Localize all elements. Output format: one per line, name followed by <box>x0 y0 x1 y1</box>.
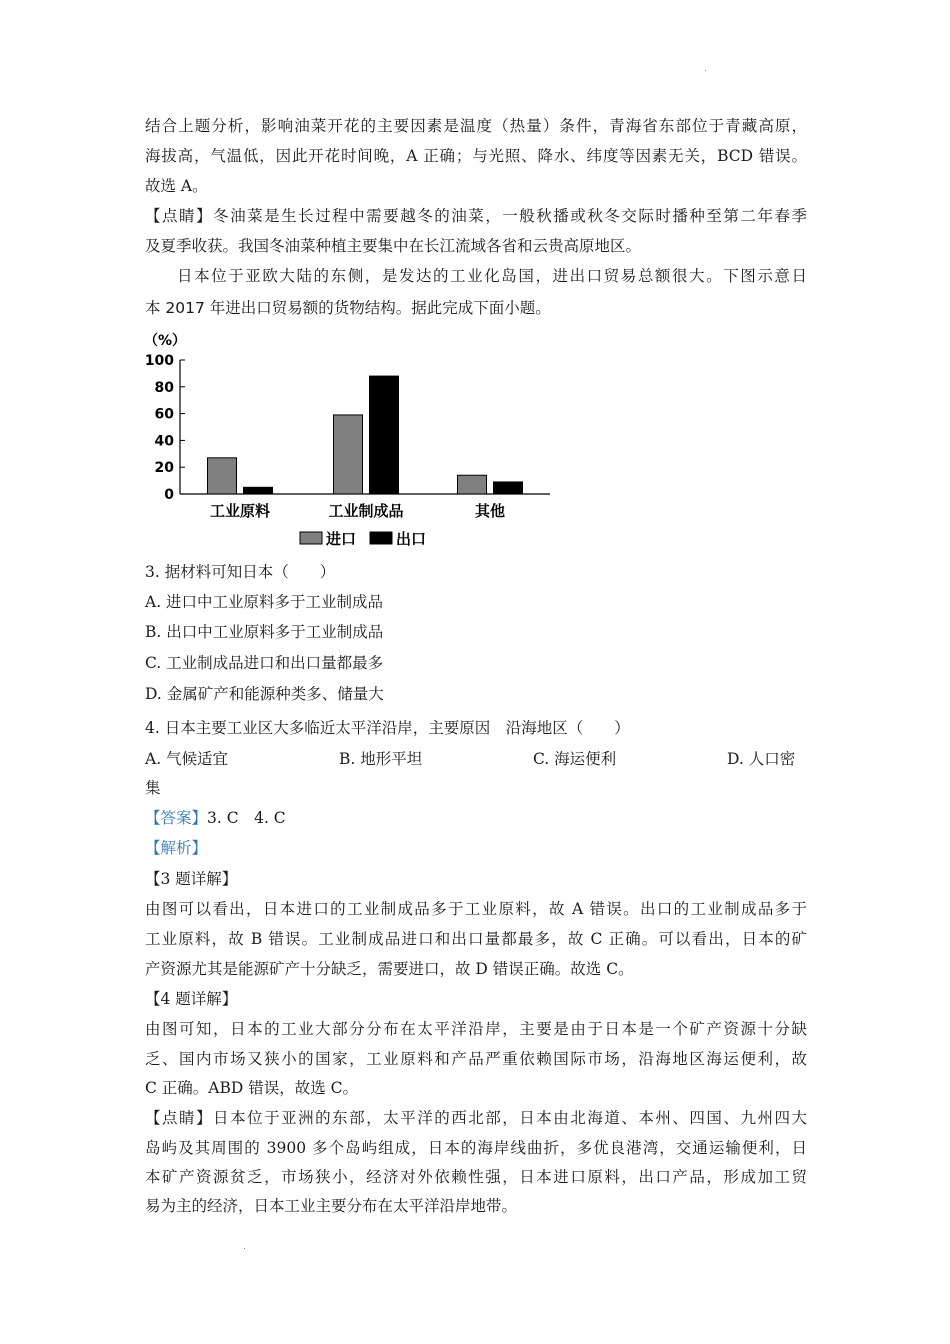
legend-label: 进口 <box>326 530 357 548</box>
y-tick-label: 0 <box>164 487 174 503</box>
answer-tag: 【答案】 <box>145 809 208 827</box>
q4-option-d-continued: 集 <box>145 779 161 797</box>
text-line: 海拔高，气温低，因此开花时间晚，A 正确；与光照、降水、纬度等因素无关，BCD 错误。 <box>145 147 807 165</box>
bar-出口-工业制成品 <box>370 376 399 494</box>
text-line: 结合上题分析，影响油菜开花的主要因素是温度（热量）条件，青海省东部位于青藏高原， <box>145 117 807 135</box>
q4-option-b[interactable]: B. 地形平坦 <box>339 750 423 768</box>
tip-line: 易为主的经济，日本工业主要分布在太平洋沿岸地带。 <box>145 1197 518 1215</box>
category-label: 工业制成品 <box>328 502 404 520</box>
intro-line: 日本位于亚欧大陆的东侧，是发达的工业化岛国，进出口贸易总额很大。下图示意日 <box>177 267 807 285</box>
text-line: 产资源尤其是能源矿产十分缺乏，需要进口，故 D 错误正确。故选 C。 <box>145 960 634 978</box>
text-line: C 正确。ABD 错误，故选 C。 <box>145 1079 359 1097</box>
tip-line: 岛屿及其周围的 3900 多个岛屿组成，日本的海岸线曲折，多优良港湾，交通运输便利，日 <box>145 1139 807 1157</box>
analysis-tag: 【解析】 <box>145 839 208 857</box>
bar-进口-其他 <box>458 475 487 494</box>
q4-option-d[interactable]: D. 人口密 <box>727 750 796 768</box>
text-line: 及夏季收获。我国冬油菜种植主要集中在长江流域各省和云贵高原地区。 <box>145 237 642 255</box>
q3-option-a[interactable]: A. 进口中工业原料多于工业制成品 <box>145 593 384 611</box>
q3-option-b[interactable]: B. 出口中工业原料多于工业制成品 <box>145 623 384 641</box>
q4-option-c[interactable]: C. 海运便利 <box>533 750 617 768</box>
text-line: 由图可以看出，日本进口的工业制成品多于工业原料，故 A 错误。出口的工业制成品多于 <box>145 900 807 918</box>
y-axis-label: （%） <box>144 333 187 349</box>
text-line: 故选 A。 <box>145 177 208 195</box>
tip-line: 本矿产资源贫乏，市场狭小，经济对外依赖性强，日本进口原料，出口产品，形成加工贸 <box>145 1168 807 1186</box>
bar-进口-工业制成品 <box>334 415 363 494</box>
tip-line: 【点睛】日本位于亚洲的东部，太平洋的西北部，日本由北海道、本州、四国、九州四大 <box>145 1109 807 1127</box>
trade-structure-chart <box>140 325 570 555</box>
legend-label: 出口 <box>396 530 427 548</box>
text-line: 【点睛】冬油菜是生长过程中需要越冬的油菜，一般秋播或秋冬交际时播种至第二年春季 <box>145 207 807 225</box>
answer-text: 3. C 4. C <box>207 809 286 827</box>
page-mark <box>244 1248 245 1249</box>
q4-stem: 4. 日本主要工业区大多临近太平洋沿岸，主要原因 沿海地区（ ） <box>145 719 630 737</box>
category-label: 其他 <box>474 502 506 520</box>
bar-出口-其他 <box>494 482 523 494</box>
text-line: 乏、国内市场又狭小的国家，工业原料和产品严重依赖国际市场，沿海地区海运便利，故 <box>145 1050 807 1068</box>
q3-option-c[interactable]: C. 工业制成品进口和出口量都最多 <box>145 654 384 672</box>
y-tick-label: 60 <box>154 406 174 423</box>
y-tick-label: 40 <box>154 433 174 450</box>
y-tick-label: 20 <box>154 460 174 477</box>
bar-进口-工业原料 <box>208 458 237 494</box>
q3-stem: 3. 据材料可知日本（ ） <box>145 563 336 581</box>
intro-line: 本 2017 年进出口贸易额的货物结构。据此完成下面小题。 <box>145 299 551 317</box>
q4-option-a[interactable]: A. 气候适宜 <box>145 750 229 768</box>
y-tick-label: 80 <box>154 379 174 396</box>
q3-option-d[interactable]: D. 金属矿产和能源种类多、储量大 <box>145 685 384 703</box>
category-label: 工业原料 <box>209 502 271 520</box>
q3-detail-title: 【3 题详解】 <box>145 870 238 888</box>
legend-swatch <box>370 532 392 544</box>
page-mark <box>705 70 706 71</box>
q4-detail-title: 【4 题详解】 <box>145 990 238 1008</box>
answer-line <box>145 808 286 828</box>
text-line: 由图可知，日本的工业大部分分布在太平洋沿岸，主要是由于日本是一个矿产资源十分缺 <box>145 1020 807 1038</box>
legend-swatch <box>300 532 322 544</box>
y-tick-label: 100 <box>144 353 174 369</box>
text-line: 工业原料，故 B 错误。工业制成品进口和出口量都最多，故 C 正确。可以看出，日本的矿 <box>145 930 807 948</box>
bar-出口-工业原料 <box>244 487 273 494</box>
